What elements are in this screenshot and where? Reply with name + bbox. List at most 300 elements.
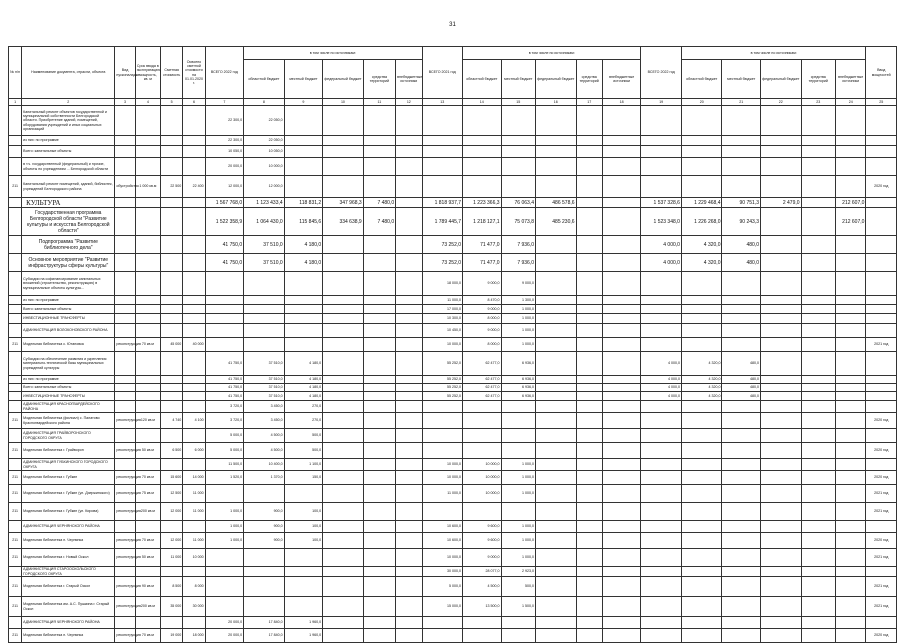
table-row bbox=[9, 254, 897, 272]
table-cell bbox=[183, 521, 205, 533]
table-cell bbox=[183, 305, 205, 314]
column-number: 8 bbox=[244, 99, 285, 106]
table-cell: 11 000 bbox=[183, 503, 205, 521]
table-cell: 12 000 bbox=[161, 533, 183, 549]
table-cell: 13 500,0 bbox=[463, 597, 502, 617]
table-cell bbox=[323, 533, 364, 549]
table-cell: 2020 год bbox=[866, 176, 897, 198]
table-cell bbox=[866, 314, 897, 324]
table-cell bbox=[835, 376, 865, 384]
table-cell: 150,0 bbox=[284, 471, 323, 485]
table-cell bbox=[323, 617, 364, 629]
table-cell bbox=[463, 136, 502, 146]
table-cell: 55 252,0 bbox=[422, 392, 463, 401]
table-cell bbox=[323, 443, 364, 459]
table-cell bbox=[363, 443, 395, 459]
table-cell bbox=[761, 485, 802, 503]
table-cell: 211 bbox=[9, 413, 22, 429]
table-cell bbox=[363, 324, 395, 338]
table-cell bbox=[801, 314, 835, 324]
table-cell: 22 050,0 bbox=[244, 106, 285, 136]
table-cell bbox=[501, 429, 535, 443]
table-cell: 41 750,0 bbox=[205, 384, 244, 392]
table-cell: 2021 год bbox=[866, 503, 897, 521]
table-cell bbox=[115, 567, 135, 577]
table-cell: 8 000,0 bbox=[463, 314, 502, 324]
table-cell: реконструкция bbox=[115, 597, 135, 617]
table-cell bbox=[396, 429, 422, 443]
table-cell bbox=[835, 429, 865, 443]
table-cell bbox=[801, 198, 835, 208]
table-cell bbox=[801, 629, 835, 643]
table-cell bbox=[641, 305, 682, 314]
table-cell: 4 320,0 bbox=[681, 236, 722, 254]
table-cell: 211 bbox=[9, 597, 22, 617]
table-cell bbox=[323, 577, 364, 597]
column-number: 22 bbox=[761, 99, 802, 106]
table-cell: 1 567 768,0 bbox=[205, 198, 244, 208]
table-cell bbox=[722, 176, 761, 198]
table-cell bbox=[835, 392, 865, 401]
col-header: Ввод мощностей bbox=[866, 47, 897, 99]
table-cell bbox=[602, 136, 641, 146]
table-cell bbox=[536, 236, 577, 254]
table-cell bbox=[323, 305, 364, 314]
table-cell bbox=[576, 597, 602, 617]
table-cell bbox=[323, 324, 364, 338]
table-cell: 20 000,0 bbox=[205, 617, 244, 629]
table-cell: Модельная библиотека п. Чернянка bbox=[22, 533, 115, 549]
table-cell: 270,0 bbox=[284, 413, 323, 429]
table-cell bbox=[115, 324, 135, 338]
group-header: в том числе по источникам: bbox=[463, 47, 641, 60]
table-cell: 8 000 bbox=[183, 577, 205, 597]
table-cell: 4 320,0 bbox=[681, 384, 722, 392]
table-cell: Модельная библиотека г. Губкин (ул. Кирова) bbox=[22, 503, 115, 521]
table-cell bbox=[501, 503, 535, 521]
table-cell: Модельная библиотека (филиал) с. Палатово Красногвардейского района bbox=[22, 413, 115, 429]
table-cell: 480,0 bbox=[722, 376, 761, 384]
table-cell bbox=[835, 567, 865, 577]
table-cell bbox=[866, 567, 897, 577]
table-cell bbox=[681, 471, 722, 485]
table-cell: 8 000,0 bbox=[463, 338, 502, 352]
table-row bbox=[9, 305, 897, 314]
table-cell bbox=[115, 158, 135, 176]
table-cell bbox=[602, 459, 641, 471]
table-cell bbox=[866, 272, 897, 296]
col-header: ВСЕГО 2022 год bbox=[641, 47, 682, 99]
table-cell: 5 000,0 bbox=[422, 577, 463, 597]
table-cell bbox=[244, 597, 285, 617]
table-cell bbox=[761, 549, 802, 567]
table-cell bbox=[801, 208, 835, 236]
table-cell: Государственная программа Белгородской области "Развитие культуры и искусства Белгородской области" bbox=[22, 208, 115, 236]
table-cell bbox=[463, 146, 502, 158]
table-cell: 1 064 430,0 bbox=[244, 208, 285, 236]
table-cell bbox=[576, 392, 602, 401]
table-cell bbox=[761, 158, 802, 176]
table-cell: 211 bbox=[9, 443, 22, 459]
table-cell bbox=[284, 597, 323, 617]
table-cell: Модельная библиотека г. Новый Оскол bbox=[22, 549, 115, 567]
table-cell: 1 500,0 bbox=[501, 597, 535, 617]
table-cell bbox=[536, 384, 577, 392]
table-cell bbox=[323, 176, 364, 198]
table-cell bbox=[761, 503, 802, 521]
table-cell bbox=[323, 384, 364, 392]
table-cell bbox=[681, 314, 722, 324]
table-cell bbox=[9, 296, 22, 305]
table-cell bbox=[9, 106, 22, 136]
table-cell bbox=[801, 158, 835, 176]
table-cell bbox=[323, 106, 364, 136]
table-cell: 1 000,0 bbox=[205, 503, 244, 521]
table-cell bbox=[463, 106, 502, 136]
table-cell bbox=[463, 413, 502, 429]
table-cell bbox=[161, 429, 183, 443]
table-cell bbox=[722, 272, 761, 296]
table-cell bbox=[244, 324, 285, 338]
table-row bbox=[9, 617, 897, 629]
table-cell: 1 000,0 bbox=[501, 549, 535, 567]
table-cell: 40 000 bbox=[183, 338, 205, 352]
table-cell bbox=[396, 459, 422, 471]
table-cell bbox=[363, 236, 395, 254]
table-cell bbox=[363, 392, 395, 401]
table-cell bbox=[866, 106, 897, 136]
table-cell: 6 936,0 bbox=[501, 352, 535, 376]
table-cell bbox=[576, 158, 602, 176]
col-header: № п/п bbox=[9, 47, 22, 99]
table-cell: 4 000,0 bbox=[641, 392, 682, 401]
table-cell bbox=[323, 629, 364, 643]
table-cell bbox=[323, 254, 364, 272]
table-cell bbox=[161, 384, 183, 392]
table-cell bbox=[722, 136, 761, 146]
table-cell bbox=[284, 176, 323, 198]
table-cell bbox=[135, 305, 160, 314]
table-cell bbox=[761, 629, 802, 643]
table-cell: 10 000,0 bbox=[463, 459, 502, 471]
table-cell bbox=[323, 413, 364, 429]
table-cell bbox=[501, 176, 535, 198]
table-row bbox=[9, 521, 897, 533]
table-cell: 4 500,0 bbox=[244, 443, 285, 459]
table-cell bbox=[323, 401, 364, 413]
table-cell bbox=[641, 577, 682, 597]
table-cell: 75 073,8 bbox=[501, 208, 535, 236]
table-cell: 76 063,4 bbox=[501, 198, 535, 208]
table-cell bbox=[536, 413, 577, 429]
table-cell: 4 320,0 bbox=[681, 376, 722, 384]
page-number: 31 bbox=[449, 22, 456, 28]
table-cell bbox=[722, 429, 761, 443]
table-cell bbox=[183, 314, 205, 324]
column-number: 7 bbox=[205, 99, 244, 106]
table-cell bbox=[9, 384, 22, 392]
table-cell: 100,0 bbox=[284, 533, 323, 549]
table-cell bbox=[835, 106, 865, 136]
table-cell bbox=[576, 338, 602, 352]
table-cell bbox=[463, 617, 502, 629]
table-cell bbox=[115, 208, 135, 236]
table-cell bbox=[9, 459, 22, 471]
table-cell: 10 000,0 bbox=[463, 471, 502, 485]
table-cell: 2021 год bbox=[866, 549, 897, 567]
table-cell bbox=[576, 324, 602, 338]
table-cell: 211 bbox=[9, 629, 22, 643]
table-cell bbox=[641, 136, 682, 146]
table-cell bbox=[396, 401, 422, 413]
table-cell bbox=[205, 296, 244, 305]
table-cell: 62 477,0 bbox=[463, 352, 502, 376]
table-cell bbox=[9, 567, 22, 577]
column-number: 20 bbox=[681, 99, 722, 106]
table-cell bbox=[602, 567, 641, 577]
table-cell bbox=[9, 208, 22, 236]
table-cell bbox=[576, 136, 602, 146]
table-cell bbox=[363, 459, 395, 471]
table-cell bbox=[161, 567, 183, 577]
table-cell bbox=[641, 338, 682, 352]
table-cell bbox=[641, 471, 682, 485]
table-cell: 485 230,6 bbox=[536, 208, 577, 236]
table-cell bbox=[284, 338, 323, 352]
table-cell bbox=[183, 146, 205, 158]
table-cell bbox=[602, 208, 641, 236]
table-cell: 1 000,0 bbox=[501, 533, 535, 549]
table-cell bbox=[835, 533, 865, 549]
table-cell bbox=[463, 443, 502, 459]
table-cell bbox=[761, 376, 802, 384]
table-cell bbox=[681, 338, 722, 352]
table-cell bbox=[9, 521, 22, 533]
table-cell: АДМИНИСТРАЦИЯ СТАРООСКОЛЬСКОГО ГОРОДСКОГО ОКРУГА bbox=[22, 567, 115, 577]
table-cell bbox=[463, 629, 502, 643]
table-cell bbox=[9, 158, 22, 176]
table-cell bbox=[602, 198, 641, 208]
table-cell bbox=[602, 485, 641, 503]
table-cell bbox=[183, 567, 205, 577]
table-cell bbox=[602, 254, 641, 272]
table-cell: обустройство bbox=[115, 176, 135, 198]
table-cell bbox=[835, 384, 865, 392]
table-cell bbox=[681, 549, 722, 567]
table-cell bbox=[536, 136, 577, 146]
table-cell bbox=[115, 236, 135, 254]
table-cell: Капитальный ремонт помещений, зданий, библиотек, учреждений Белгородского района bbox=[22, 176, 115, 198]
table-cell bbox=[681, 443, 722, 459]
table-cell bbox=[161, 158, 183, 176]
table-cell bbox=[641, 413, 682, 429]
table-cell: реконструкция bbox=[115, 577, 135, 597]
table-cell bbox=[135, 567, 160, 577]
table-cell bbox=[135, 146, 160, 158]
table-cell bbox=[363, 533, 395, 549]
table-cell: 10 000,0 bbox=[463, 485, 502, 503]
table-cell bbox=[761, 597, 802, 617]
table-cell: 10 000,0 bbox=[422, 338, 463, 352]
table-cell bbox=[536, 352, 577, 376]
table-cell bbox=[681, 176, 722, 198]
table-cell bbox=[681, 136, 722, 146]
table-cell bbox=[761, 471, 802, 485]
table-cell bbox=[115, 401, 135, 413]
table-cell: 55 252,0 bbox=[422, 376, 463, 384]
table-cell: 62 477,0 bbox=[463, 384, 502, 392]
table-row bbox=[9, 176, 897, 198]
table-cell: Всего: капитальные объекты bbox=[22, 384, 115, 392]
table-cell: 37 510,0 bbox=[244, 254, 285, 272]
table-cell bbox=[801, 136, 835, 146]
table-cell: 4 320,0 bbox=[681, 352, 722, 376]
table-cell bbox=[363, 305, 395, 314]
table-cell: 6 936,0 bbox=[501, 384, 535, 392]
table-cell bbox=[801, 617, 835, 629]
table-cell: из них: по программе bbox=[22, 376, 115, 384]
table-cell bbox=[801, 352, 835, 376]
table-cell: 1 000 кв.м bbox=[135, 176, 160, 198]
table-cell: 45 000 bbox=[161, 338, 183, 352]
table-cell: 15 600 bbox=[161, 471, 183, 485]
table-cell: 1 522 358,9 bbox=[205, 208, 244, 236]
table-cell bbox=[501, 158, 535, 176]
table-cell bbox=[323, 136, 364, 146]
table-cell bbox=[602, 305, 641, 314]
table-cell bbox=[115, 254, 135, 272]
table-cell bbox=[536, 577, 577, 597]
table-cell: 73 252,0 bbox=[422, 236, 463, 254]
table-cell: 10 600,0 bbox=[422, 521, 463, 533]
group-header: в том числе по источникам: bbox=[681, 47, 865, 60]
table-row bbox=[9, 429, 897, 443]
table-cell bbox=[576, 314, 602, 324]
table-cell bbox=[835, 459, 865, 471]
table-cell: 1 960,0 bbox=[284, 617, 323, 629]
table-cell bbox=[576, 533, 602, 549]
table-cell: 18 000 bbox=[183, 629, 205, 643]
table-cell bbox=[801, 106, 835, 136]
column-number: 2 bbox=[22, 99, 115, 106]
table-cell: 4 500,0 bbox=[463, 577, 502, 597]
table-cell: 4 100 bbox=[183, 413, 205, 429]
table-cell bbox=[641, 314, 682, 324]
table-cell bbox=[161, 198, 183, 208]
table-cell bbox=[135, 106, 160, 136]
table-cell bbox=[801, 296, 835, 305]
table-cell bbox=[801, 338, 835, 352]
table-cell bbox=[161, 272, 183, 296]
table-cell: Модельная библиотека с. Ютановка bbox=[22, 338, 115, 352]
column-number: 12 bbox=[396, 99, 422, 106]
table-cell bbox=[681, 503, 722, 521]
table-cell bbox=[722, 471, 761, 485]
table-cell bbox=[536, 471, 577, 485]
table-cell: 9 000,0 bbox=[463, 272, 502, 296]
table-row bbox=[9, 314, 897, 324]
table-cell bbox=[835, 443, 865, 459]
table-cell: 211 bbox=[9, 176, 22, 198]
table-cell bbox=[761, 236, 802, 254]
table-cell bbox=[363, 429, 395, 443]
table-row bbox=[9, 376, 897, 384]
table-cell bbox=[801, 443, 835, 459]
table-cell: 10 000,0 bbox=[422, 549, 463, 567]
table-cell bbox=[761, 413, 802, 429]
table-cell bbox=[722, 567, 761, 577]
table-cell bbox=[835, 324, 865, 338]
table-cell: АДМИНИСТРАЦИЯ ВОЛОКОНОВСКОГО РАЙОНА bbox=[22, 324, 115, 338]
table-cell bbox=[866, 392, 897, 401]
table-cell: АДМИНИСТРАЦИЯ ЧЕРНЯНСКОГО РАЙОНА bbox=[22, 521, 115, 533]
table-cell: реконструкция bbox=[115, 503, 135, 521]
table-cell bbox=[602, 338, 641, 352]
group-header: в том числе по источникам: bbox=[244, 47, 422, 60]
table-cell bbox=[536, 338, 577, 352]
table-row bbox=[9, 384, 897, 392]
table-row bbox=[9, 533, 897, 549]
table-cell: 7 936,0 bbox=[501, 254, 535, 272]
table-cell bbox=[183, 324, 205, 338]
table-cell bbox=[681, 429, 722, 443]
table-cell bbox=[183, 429, 205, 443]
table-cell: 18 000,0 bbox=[422, 272, 463, 296]
table-cell bbox=[761, 567, 802, 577]
table-cell bbox=[801, 384, 835, 392]
table-cell bbox=[536, 305, 577, 314]
table-cell bbox=[396, 617, 422, 629]
table-cell bbox=[205, 485, 244, 503]
table-cell bbox=[722, 314, 761, 324]
table-cell bbox=[576, 629, 602, 643]
table-cell bbox=[363, 254, 395, 272]
table-cell: 1 300,0 bbox=[501, 296, 535, 305]
table-cell: АДМИНИСТРАЦИЯ КРАСНОГВАРДЕЙСКОГО РАЙОНА bbox=[22, 401, 115, 413]
table-cell bbox=[396, 136, 422, 146]
table-cell: 41 750,0 bbox=[205, 392, 244, 401]
table-cell: 4 000,0 bbox=[641, 254, 682, 272]
table-cell bbox=[161, 136, 183, 146]
table-cell: 5 000,0 bbox=[205, 429, 244, 443]
table-cell bbox=[161, 352, 183, 376]
table-cell bbox=[536, 617, 577, 629]
table-cell: 4 180,0 bbox=[284, 254, 323, 272]
table-cell bbox=[576, 577, 602, 597]
table-cell: 41 750,0 bbox=[205, 254, 244, 272]
table-cell: 1 000,0 bbox=[501, 521, 535, 533]
table-cell: 480,0 bbox=[722, 352, 761, 376]
table-cell: 2 479,0 bbox=[761, 198, 802, 208]
table-cell: 1 520,0 bbox=[205, 471, 244, 485]
table-cell: 9 000,0 bbox=[463, 305, 502, 314]
table-cell: 3 450,0 bbox=[244, 401, 285, 413]
table-cell bbox=[161, 459, 183, 471]
table-cell: 22 300,0 bbox=[205, 106, 244, 136]
table-cell: 70 кв.м bbox=[135, 471, 160, 485]
table-cell bbox=[576, 485, 602, 503]
table-cell: Модельная библиотека г. Губкин bbox=[22, 471, 115, 485]
table-cell bbox=[284, 106, 323, 136]
table-cell bbox=[602, 577, 641, 597]
table-cell: 2021 год bbox=[866, 485, 897, 503]
table-cell: 10 000,0 bbox=[422, 471, 463, 485]
table-cell: 118 831,2 bbox=[284, 198, 323, 208]
table-cell bbox=[183, 236, 205, 254]
table-cell bbox=[576, 254, 602, 272]
table-cell: 6 936,0 bbox=[501, 392, 535, 401]
table-cell: Субсидии на обеспечение развития и укрепления материально-технической базы муниципальных учреждений культуры bbox=[22, 352, 115, 376]
